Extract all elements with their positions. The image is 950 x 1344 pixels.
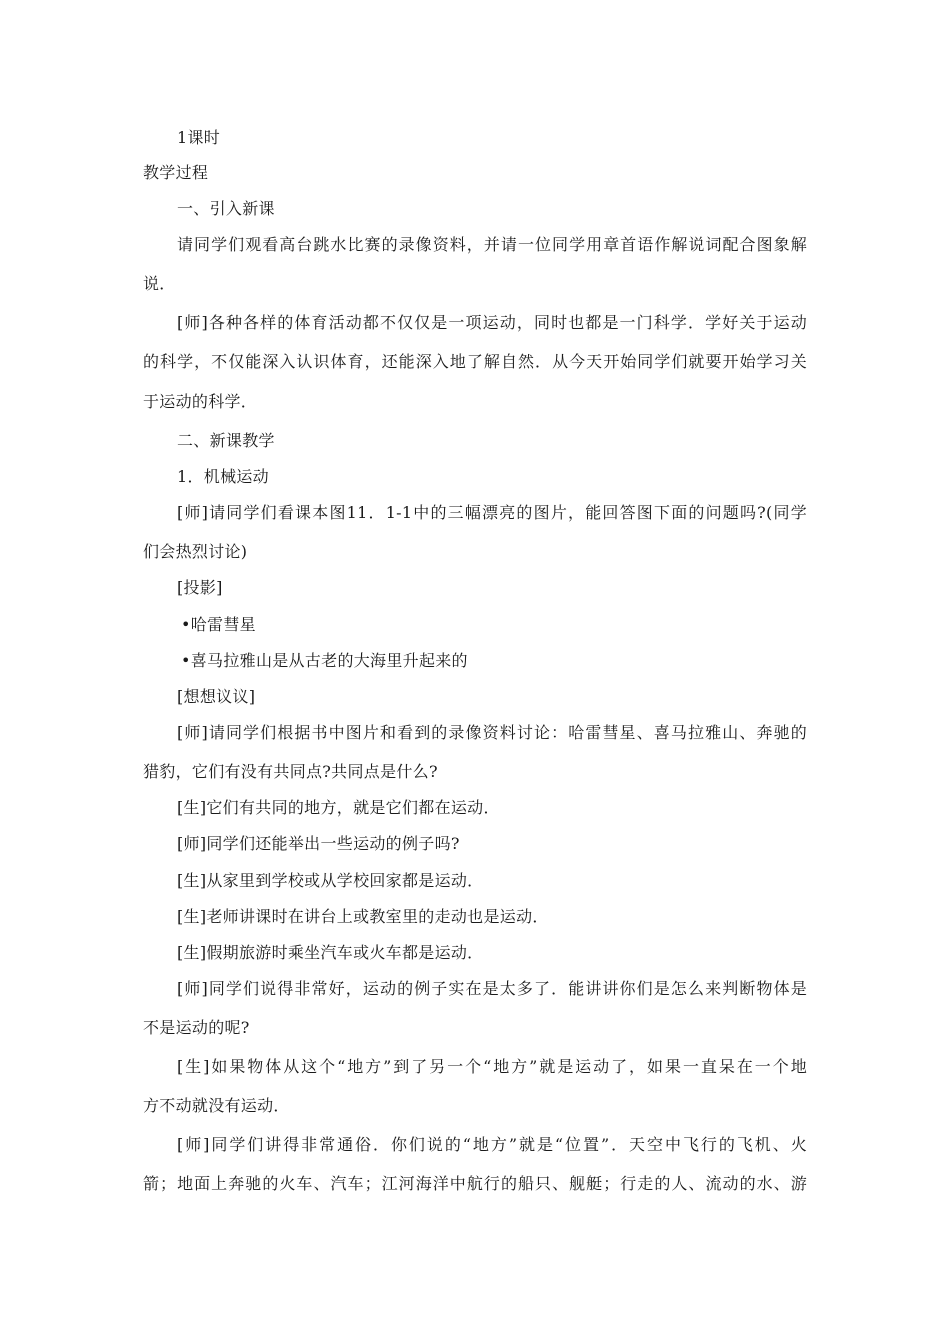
paragraph-line: [师]同学们讲得非常通俗．你们说的“地方”就是“位置”．天空中飞行的飞机、火: [177, 1135, 807, 1154]
paragraph-line: 说．: [143, 274, 176, 293]
paragraph-line: 于运动的科学．: [143, 392, 258, 411]
subheading-mechanical-motion: 1．机械运动: [177, 467, 269, 486]
paragraph-line: [师]同学们说得非常好，运动的例子实在是太多了．能讲讲你们是怎么来判断物体是: [177, 979, 807, 998]
paragraph-line: [师]各种各样的体育活动都不仅仅是一项运动，同时也都是一门科学．学好关于运动: [177, 313, 807, 332]
paragraph-line: 的科学，不仅能深入认识体育，还能深入地了解自然．从今天开始同学们就要开始学习关: [143, 352, 807, 371]
dialogue-line: [生]它们有共同的地方，就是它们都在运动．: [177, 798, 500, 817]
paragraph-line: 不是运动的呢?: [143, 1018, 250, 1037]
paragraph-line: 箭；地面上奔驰的火车、汽车；江河海洋中航行的船只、舰艇；行走的人、流动的水、游: [143, 1174, 807, 1193]
dialogue-line: [师]同学们还能举出一些运动的例子吗?: [177, 834, 460, 853]
section-heading-teaching-process: 教学过程: [143, 163, 209, 182]
list-item: •哈雷彗星: [181, 615, 256, 634]
dialogue-line: [生]从家里到学校或从学校回家都是运动．: [177, 871, 484, 890]
lesson-duration: 1课时: [177, 128, 221, 147]
subheading-introduction: 一、引入新课: [177, 199, 275, 218]
paragraph-line: 们会热烈讨论): [143, 542, 248, 561]
paragraph-line: 猎豹，它们有没有共同点?共同点是什么?: [143, 762, 438, 781]
paragraph-line: [师]请同学们根据书中图片和看到的录像资料讨论：哈雷彗星、喜马拉雅山、奔驰的: [177, 723, 807, 742]
think-discuss-label: [想想议议]: [177, 687, 256, 706]
list-item: •喜马拉雅山是从古老的大海里升起来的: [181, 651, 468, 670]
paragraph-line: [生]如果物体从这个“地方”到了另一个“地方”就是运动了，如果一直呆在一个地: [177, 1057, 807, 1076]
projection-label: [投影]: [177, 578, 223, 597]
paragraph-line: [师]请同学们看课本图11．1-1中的三幅漂亮的图片，能回答图下面的问题吗?(同学: [177, 503, 807, 522]
dialogue-line: [生]老师讲课时在讲台上或教室里的走动也是运动．: [177, 907, 549, 926]
subheading-new-lesson: 二、新课教学: [177, 431, 275, 450]
paragraph-line: 方不动就没有运动．: [143, 1096, 290, 1115]
dialogue-line: [生]假期旅游时乘坐汽车或火车都是运动．: [177, 943, 484, 962]
paragraph-line: 请同学们观看高台跳水比赛的录像资料，并请一位同学用章首语作解说词配合图象解: [177, 235, 807, 254]
